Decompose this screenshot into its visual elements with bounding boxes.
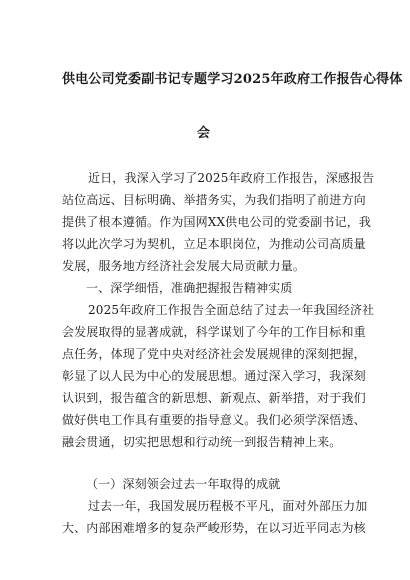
document-title: 供电公司党委副书记专题学习2025年政府工作报告心得体 — [62, 72, 403, 87]
paragraph-line: 过去一年，我国发展历程极不平凡，面对外部压力加 — [88, 499, 368, 513]
paragraph-line: 近日，我深入学习了2025年政府工作报告，深感报告 — [88, 171, 375, 185]
section-heading: 一、深学细悟，准确把握报告精神实质 — [86, 281, 293, 295]
paragraph-line: 点任务，体现了党中央对经济社会发展规律的深刻把握， — [62, 347, 366, 361]
paragraph-line: 融会贯通，切实把思想和行动统一到报告精神上来。 — [62, 435, 342, 449]
paragraph-line: 2025年政府工作报告全面总结了过去一年我国经济社 — [88, 303, 375, 317]
document-title-continuation: 会 — [197, 126, 211, 141]
paragraph-line: 做好供电工作具有重要的指导意义。我们必须学深悟透、 — [62, 413, 366, 427]
paragraph-line: 会发展取得的显著成就，科学谋划了今年的工作目标和重 — [62, 325, 366, 339]
paragraph-line: 认识到，报告蕴含的新思想、新观点、新举措，对于我们 — [62, 391, 366, 405]
paragraph-line: 站位高远、目标明确、举措务实，为我们指明了前进方向 — [62, 193, 366, 207]
paragraph-line: 提供了根本遵循。作为国网XX供电公司的党委副书记，我 — [62, 215, 371, 229]
subsection-heading: （一）深刻领会过去一年取得的成就 — [86, 477, 281, 491]
paragraph-line: 发展，服务地方经济社会发展大局贡献力量。 — [62, 259, 306, 273]
paragraph-line: 大、内部困难增多的复杂严峻形势，在以习近平同志为核 — [62, 521, 366, 535]
paragraph-line: 彰显了以人民为中心的发展思想。通过深入学习，我深刻 — [62, 369, 366, 383]
paragraph-line: 将以此次学习为契机，立足本职岗位，为推动公司高质量 — [62, 237, 366, 251]
